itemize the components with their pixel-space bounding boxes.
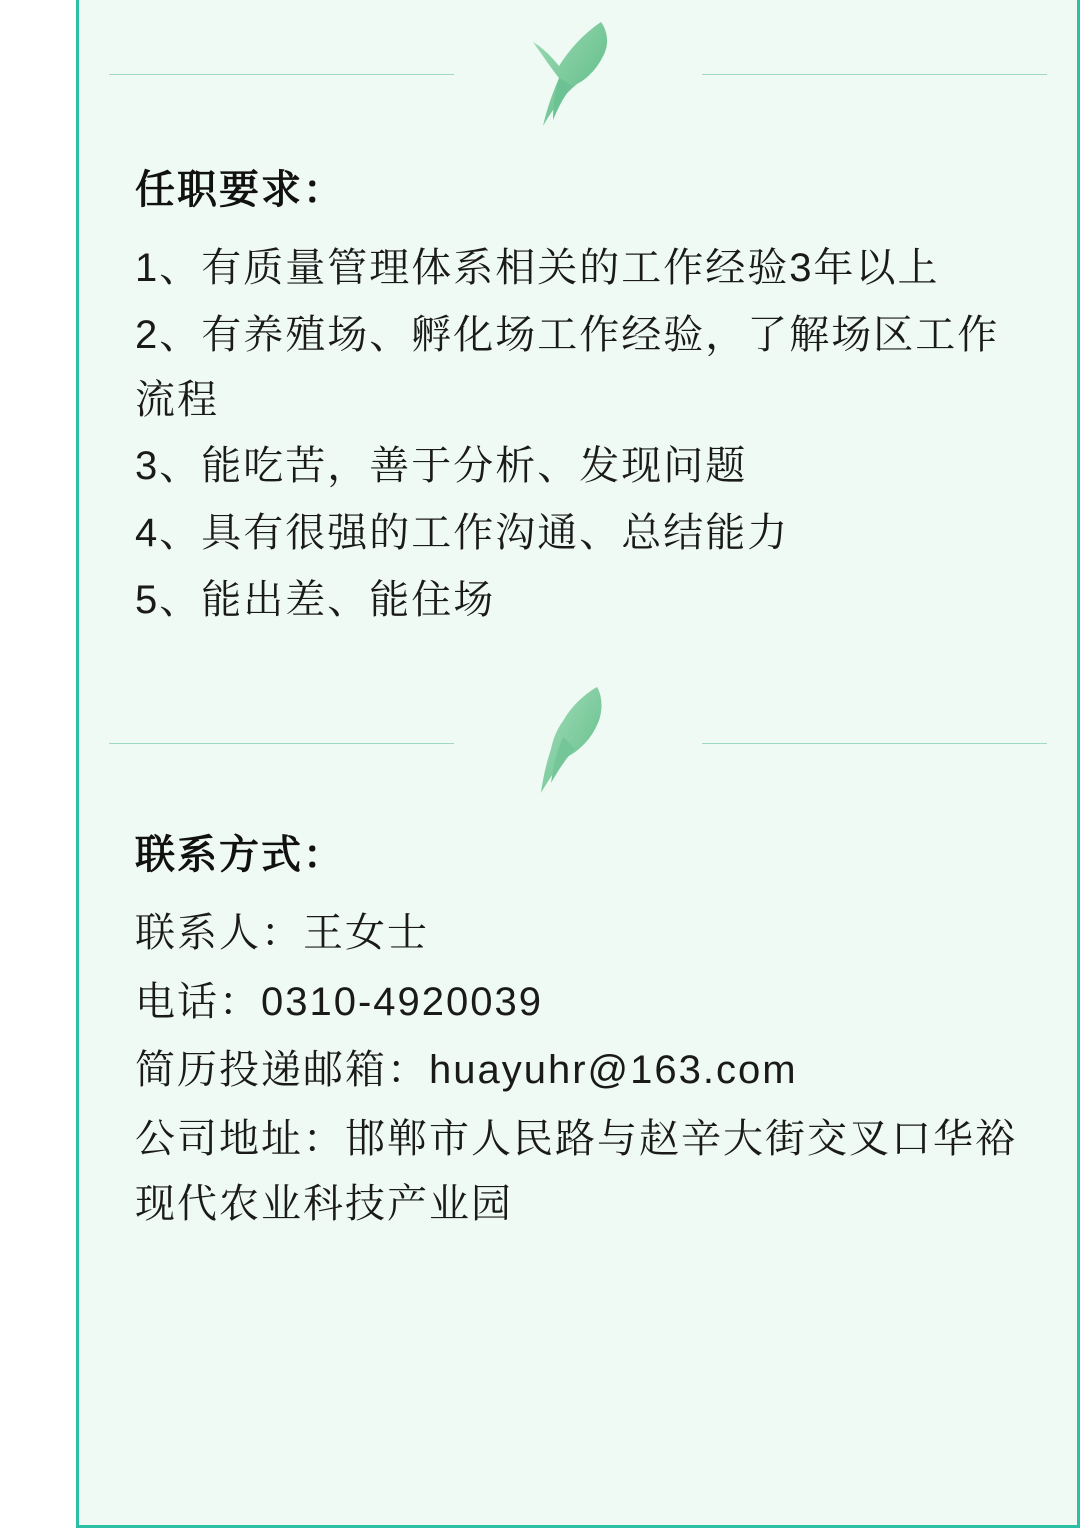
divider-line-right: [702, 74, 1047, 75]
bottom-spacer: [79, 1241, 1077, 1281]
divider-line-left: [109, 74, 454, 75]
requirements-section: [79, 140, 1077, 633]
requirement-item-5: 5、能出差、能住场: [135, 577, 496, 622]
poster-inner: [79, 0, 1077, 1528]
contact-heading: 联系方式：: [135, 832, 345, 877]
requirement-item-4: 4、具有很强的工作沟通、总结能力: [135, 511, 790, 556]
swallow-bird-icon: [513, 8, 643, 138]
divider-bottom: [79, 669, 1077, 809]
divider-line-right-2: [702, 743, 1047, 744]
requirements-heading: 任职要求：: [135, 168, 345, 212]
swallow-bird-icon: [513, 677, 643, 807]
requirement-item-3: 3、能吃苦，善于分析、发现问题: [135, 444, 748, 489]
requirement-item-1: 1、有质量管理体系相关的工作经验3年以上: [135, 246, 940, 290]
contact-phone[interactable]: 电话：0310-4920039: [135, 979, 544, 1024]
contact-email[interactable]: 简历投递邮箱：huayuhr@163.com: [135, 1048, 798, 1093]
poster-card: [76, 0, 1080, 1528]
divider-top: [79, 0, 1077, 140]
contact-person: 联系人：王女士: [135, 910, 429, 955]
requirement-item-2: 2、有养殖场、孵化场工作经验，了解场区工作流程: [135, 312, 1000, 422]
contact-address: 公司地址：邯郸市人民路与赵辛大街交叉口华裕现代农业科技产业园: [135, 1117, 1017, 1226]
contact-section: [79, 809, 1077, 1237]
divider-line-left-2: [109, 743, 454, 744]
